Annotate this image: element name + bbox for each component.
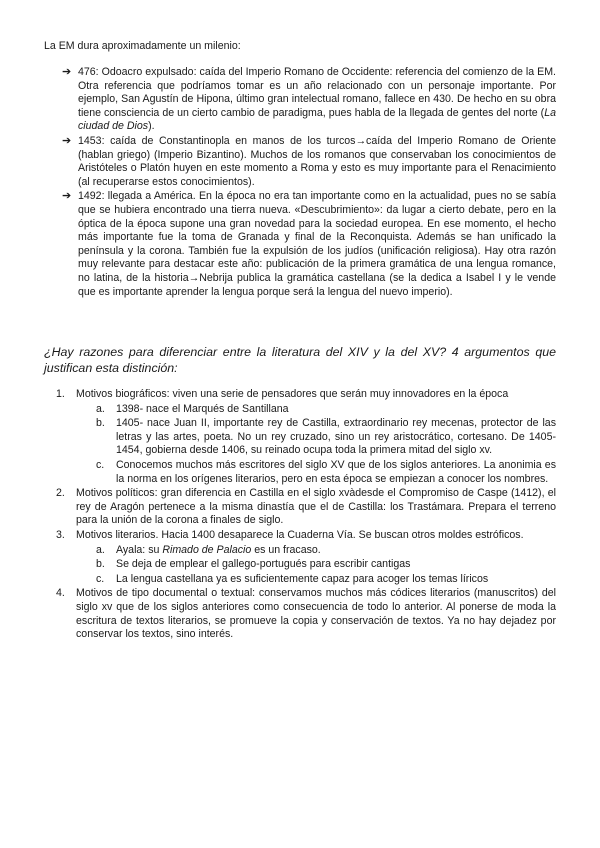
list-letter: b. bbox=[96, 558, 105, 571]
list-number: 4. bbox=[56, 587, 65, 600]
intro-text: La EM dura aproximadamente un milenio: bbox=[44, 40, 241, 52]
italic-title: Rimado de Palacio bbox=[162, 543, 252, 556]
sub-list bbox=[76, 403, 556, 487]
sub-item: c. La lengua castellana ya es suficientemente capaz para acoger los temas líricos bbox=[96, 572, 489, 585]
list-letter: a. bbox=[96, 543, 105, 556]
question-heading: ¿Hay razones para diferenciar entre la literatura del XIV y la del XV? 4 argumentos que justifican esta distinción: bbox=[44, 345, 556, 375]
italic-title: La ciudad de Dios bbox=[78, 106, 556, 133]
sub-item: a. 1398- nace el Marqués de Santillana bbox=[96, 402, 289, 415]
list-letter: c. bbox=[96, 572, 105, 585]
event-item-1492: ➔ 1492: llegada a América. En la época no era tan importante como en la actualidad, pues no se sabía que se hubiera encontrado una tierra nueva. «Descubrimiento»: da lugar a cierto debate, pero en la óptica de la época supone una gran novedad para la sociedad europea. En ese momento, el hecho más importante fue la toma de Granada y final de la Reconquista. Además se han unificado la península y la corona. También fue la expulsión de los judíos (unificación religiosa). Hay otra razón muy relevante para destacar este año: publicación de la primera gramática de una lengua romance, no latina, de la historia→Nebrija publica la gramática castellana (se la dedica a Isabel I y le vende que es importante aprender la lengua porque será la lengua del nuevo imperio). bbox=[62, 190, 556, 298]
events-list bbox=[62, 66, 556, 300]
list-number: 3. bbox=[56, 528, 65, 541]
motive-item-documentary: 4. Motivos de tipo documental o textual: conservamos muchos más códices literarios (manuscritos) del siglo xv que de los siglos anteriores como consecuencia de todo lo anterior. Al ponerse de moda la escritura de textos literarios, se promueve la copia y conservación de textos. Ya no hay dejadez por conservar los textos, sino interés. bbox=[56, 587, 556, 641]
motive-item-political: 2. Motivos políticos: gran diferencia en Castilla en el siglo xvàdesde el Compromiso de Caspe (1412), el rey de Aragón pertenece a la misma dinastía que el de Castilla: los Trastámara. Prepara el terreno para la unión de la corona a finales de siglo. bbox=[56, 487, 556, 527]
arrow-icon: ➔ bbox=[62, 190, 72, 203]
list-letter: c. bbox=[96, 458, 105, 471]
motives-list bbox=[56, 388, 556, 643]
list-number: 1. bbox=[56, 388, 65, 400]
sub-item: c. Conocemos muchos más escritores del siglo XV que de los siglos anteriores. La anonimia es la norma en los orígenes literarios, pero en esta época se empiezan a conocer los nombres. bbox=[96, 458, 556, 485]
event-item-1453: ➔ 1453: caída de Constantinopla en manos de los turcos→caída del Imperio Romano de Oriente (hablan griego) (Imperio Bizantino). Muchos de los romanos que conservaban los conocimientos de Aristóteles o Platón huyen en este momento a Roma y esto es muy importante para el Renacimiento (al recuperarse estos conocimientos). bbox=[62, 134, 556, 188]
sub-item: b. 1405- nace Juan II, importante rey de Castilla, extraordinario rey mecenas, protector de las letras y las artes, poeta. No un rey cruzado, sino un rey aristocrático, cortesano. De 1405-1454, gobierna desde 1406, su reinado ocupa toda la primera mitad del siglo xv. bbox=[96, 417, 556, 457]
list-number: 2. bbox=[56, 487, 65, 500]
motive-item-literary: 3. Motivos literarios. Hacia 1400 desaparece la Cuaderna Vía. Se buscan otros moldes estróficos. a. Ayala: su Rimado de Palacio es un fracaso. b. Se deja de emplear el gallego-portugués para escribir cantigas c. La lengua castellana ya es suficientemente capaz para acoger los temas líricos bbox=[56, 529, 556, 586]
list-letter: a. bbox=[96, 402, 105, 415]
sub-item: b. Se deja de emplear el gallego-portugués para escribir cantigas bbox=[96, 558, 411, 571]
sub-list bbox=[76, 544, 556, 587]
sub-item: a. Ayala: su Rimado de Palacio es un fracaso. bbox=[96, 543, 321, 556]
arrow-icon: ➔ bbox=[62, 134, 72, 147]
list-letter: b. bbox=[96, 417, 105, 430]
event-item-476: ➔ 476: Odoacro expulsado: caída del Imperio Romano de Occidente: referencia del comienzo de la EM. Otra referencia que podríamos tomar es un año relacionado con un personaje importante. Por ejemplo, San Agustín de Hipona, último gran intelectual romano, fallece en 430. De hecho en su obra tiene consciencia de un cierto cambio de paradigma, pues habla de la llegada de gentes del norte (La ciudad de Dios). bbox=[62, 66, 556, 133]
motive-item-biographical: 1. Motivos biográficos: viven una serie de pensadores que serán muy innovadores en la época a. 1398- nace el Marqués de Santillana b. 1405- nace Juan II, importante rey de Castilla, extraordinario rey mecenas, protector de las letras y las artes, poeta. No un rey cruzado, sino un rey aristocrático, cortesano. De 1405-1454, gobierna desde 1406, su reinado ocupa toda la primera mitad del siglo xv. c. Conocemos muchos más escritores del siglo XV que de los siglos anteriores. La anonimia es la norma en los orígenes literarios, pero en esta época se empiezan a conocer los nombres. bbox=[56, 388, 556, 485]
arrow-icon: ➔ bbox=[62, 66, 72, 78]
